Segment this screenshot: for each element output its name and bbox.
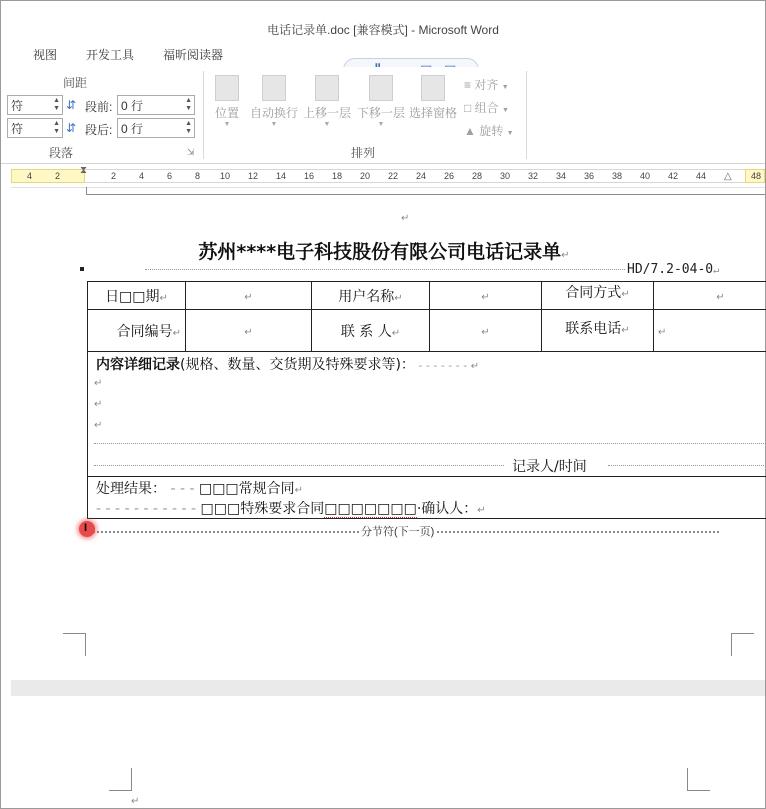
ruler-tick: 8 — [195, 171, 201, 181]
contact-phone-value-cell[interactable] — [654, 310, 766, 352]
paragraph-mark: ↵ — [713, 265, 720, 276]
spin-arrows-icon[interactable]: ▲ ▼ — [185, 120, 192, 135]
ruler-tick: 20 — [360, 171, 371, 181]
ruler-tick: 42 — [668, 171, 679, 181]
customer-name-value-cell[interactable] — [430, 282, 542, 310]
wrap-text-button[interactable] — [249, 75, 299, 128]
ribbon — [1, 67, 765, 164]
dropdown-icon: ▼ — [506, 130, 514, 137]
date-value-cell[interactable] — [186, 282, 312, 310]
indent-left-field[interactable] — [7, 95, 63, 115]
cell-mark: ↵ — [159, 292, 168, 304]
spacing-after-value: 0 行 — [121, 122, 144, 136]
document-number[interactable] — [627, 262, 719, 277]
position-button[interactable] — [207, 75, 247, 128]
crop-mark — [109, 768, 132, 791]
rotate-label: 旋转 — [479, 124, 504, 138]
customer-name-label-cell[interactable] — [312, 282, 430, 310]
spin-arrows-icon[interactable]: ▲ ▼ — [185, 97, 192, 112]
tab-leader: - - - - - - - — [414, 359, 471, 372]
horizontal-ruler[interactable] — [11, 165, 765, 188]
paragraph-mark: ↵ — [401, 213, 410, 224]
cell-mark: ↵ — [621, 289, 630, 300]
contract-number-label: 合同编号 — [116, 323, 173, 340]
cell-mark: ↵ — [481, 326, 490, 338]
paragraph-group-label: 段落 — [49, 146, 74, 160]
recorder-label: 记录人/时间 — [512, 459, 587, 475]
ruler-tick: 10 — [220, 171, 231, 181]
cursor-highlight-icon — [79, 521, 95, 537]
crop-mark — [63, 633, 86, 656]
align-icon: ≡ — [464, 78, 472, 92]
cell-mark: ↵ — [244, 291, 253, 303]
contract-number-label-cell[interactable] — [88, 310, 186, 352]
document-number-text: HD/7.2-04-0 — [627, 262, 714, 277]
selection-pane-button[interactable] — [407, 75, 459, 121]
group-separator — [526, 71, 527, 159]
paragraph-mark: ↵ — [94, 378, 103, 389]
text-cursor-icon: I — [84, 522, 88, 534]
ruler-tick: 48 — [751, 171, 762, 181]
bring-forward-label: 上移一层 — [302, 106, 351, 120]
page-2 — [11, 696, 765, 808]
spacing-before-value: 0 行 — [121, 99, 144, 113]
paragraph-mark: ↵ — [477, 505, 486, 516]
ruler-tick: 36 — [584, 171, 595, 181]
paragraph-mark: ↵ — [561, 250, 570, 261]
dropdown-icon: ▼ — [270, 121, 278, 128]
ribbon-tabs — [1, 41, 765, 67]
wrap-text-icon — [262, 75, 286, 101]
content-heading-rest: (规格、数量、交货期及特殊要求等)： — [180, 357, 415, 373]
cell-mark: ↵ — [716, 291, 725, 303]
arrange-group-label: 排列 — [351, 146, 376, 160]
header-boundary — [86, 194, 765, 195]
ruler-tick: 38 — [612, 171, 623, 181]
table-row — [88, 282, 766, 310]
document-title-text: 苏州****电子科技股份有限公司电话记录单 — [198, 241, 562, 263]
ruler-tick: 14 — [276, 171, 287, 181]
ruler-tick: 16 — [304, 171, 315, 181]
rotate-button[interactable] — [464, 122, 514, 139]
tab-leader — [94, 465, 504, 466]
spacing-after-icon: ⇵ — [66, 121, 77, 135]
tab-leader — [608, 465, 764, 466]
section-break-label: 分节符(下一页) — [359, 523, 436, 539]
contact-person-value-cell[interactable] — [430, 310, 542, 352]
spacing-before-icon: ⇵ — [66, 98, 77, 112]
contact-phone-label-cell[interactable] — [542, 310, 654, 352]
send-backward-label: 下移一层 — [356, 106, 405, 120]
tab-developer[interactable]: 开发工具 — [86, 48, 135, 62]
dropdown-icon: ▼ — [501, 107, 509, 114]
tab-foxit[interactable]: 福昕阅读器 — [163, 48, 224, 62]
option-special-contract[interactable]: □□□特殊要求合同 — [200, 501, 325, 517]
position-icon — [215, 75, 239, 101]
customer-name-label: 用户名称 — [338, 288, 395, 305]
cell-mark: ↵ — [394, 292, 403, 304]
spin-arrows-icon[interactable]: ▲ ▼ — [53, 120, 60, 135]
position-label: 位置 — [214, 106, 239, 120]
tab-view[interactable]: 视图 — [33, 48, 58, 62]
title-bar — [1, 1, 765, 41]
ruler-tick: 2 — [111, 171, 117, 181]
group-button[interactable] — [464, 99, 509, 116]
dropdown-icon: ▼ — [501, 84, 509, 91]
ruler-tick: 4 — [27, 171, 33, 181]
space-dot: · — [416, 501, 422, 517]
spacing-before-field[interactable] — [117, 95, 195, 115]
paragraph-mark: ↵ — [470, 361, 480, 372]
cell-mark: ↵ — [391, 327, 401, 339]
cell-mark: ↵ — [481, 291, 490, 303]
spacing-group-title: 间距 — [63, 76, 88, 90]
ruler-tick: 44 — [696, 171, 707, 181]
selection-pane-label: 选择窗格 — [408, 106, 457, 120]
dropdown-icon: ▼ — [377, 121, 385, 128]
indent-right-field[interactable] — [7, 118, 63, 138]
contract-method-label: 合同方式 — [565, 285, 622, 301]
date-label: 日□□期 — [105, 288, 160, 305]
table-border — [88, 476, 766, 477]
tab-leader: - - - - - - - - - - - — [96, 501, 201, 517]
content-heading — [96, 354, 479, 374]
rotate-icon: ▲ — [464, 124, 476, 138]
table-row — [88, 310, 766, 352]
ruler-tick: 34 — [556, 171, 567, 181]
result-line — [96, 478, 303, 498]
align-label: 对齐 — [474, 78, 499, 92]
paragraph-mark: ↵ — [94, 399, 103, 410]
ruler-tick: 26 — [444, 171, 455, 181]
window-title: 电话记录单.doc [兼容模式] - Microsoft Word — [267, 23, 499, 37]
paragraph-mark: ↵ — [94, 420, 103, 431]
crop-mark — [731, 633, 754, 656]
ruler-tick: 30 — [500, 171, 511, 181]
ruler-tick: 18 — [332, 171, 343, 181]
ruler-tick: 12 — [248, 171, 259, 181]
cell-mark: ↵ — [658, 326, 667, 338]
first-line-indent-icon[interactable]: ⧗ — [80, 165, 88, 176]
indent-right-value: 符 — [11, 122, 24, 136]
align-button[interactable] — [464, 76, 509, 93]
cell-mark: ↵ — [621, 325, 630, 336]
tab-leader: - - - — [166, 481, 199, 497]
content-section[interactable] — [87, 351, 766, 519]
record-table — [87, 281, 766, 352]
contact-person-label: 联 系 人 — [340, 323, 392, 340]
group-label: 组合 — [474, 101, 499, 115]
ruler-tick: 32 — [528, 171, 539, 181]
ruler-tick: 24 — [416, 171, 427, 181]
send-backward-button[interactable] — [355, 75, 407, 128]
wrap-text-label: 自动换行 — [249, 106, 298, 120]
ruler-tick: 4 — [139, 171, 145, 181]
dropdown-icon: ▼ — [223, 121, 231, 128]
bring-forward-icon — [315, 75, 339, 101]
confirm-label: 确认人： — [421, 501, 478, 517]
spin-arrows-icon[interactable]: ▲ ▼ — [53, 97, 60, 112]
contract-number-value-cell[interactable] — [186, 310, 312, 352]
spacing-before-label: 段前: — [85, 100, 113, 114]
spacing-after-label: 段后: — [85, 123, 113, 137]
group-separator — [203, 71, 204, 159]
paragraph-anchor — [80, 267, 84, 271]
indent-left-value: 符 — [11, 99, 24, 113]
content-heading-bold: 内容详细记录 — [96, 357, 180, 373]
bring-forward-button[interactable] — [301, 75, 353, 128]
ruler-tick: 22 — [388, 171, 399, 181]
special-contract-blanks: □□□□□□□ — [324, 501, 417, 517]
document-title[interactable] — [1, 237, 766, 264]
selection-pane-icon — [421, 75, 445, 101]
paragraph-mark: ↵ — [131, 796, 140, 807]
contact-person-label-cell[interactable] — [312, 310, 430, 352]
contact-phone-label: 联系电话 — [565, 321, 622, 337]
send-backward-icon — [369, 75, 393, 101]
spacing-after-field[interactable] — [117, 118, 195, 138]
crop-mark — [687, 768, 710, 791]
tab-leader — [145, 269, 625, 270]
contract-method-label-cell[interactable] — [542, 282, 654, 310]
special-line — [96, 498, 486, 518]
dialog-launcher-icon[interactable]: ⇲ — [187, 147, 195, 157]
ruler-left-margin — [11, 169, 85, 183]
ruler-tick: 40 — [640, 171, 651, 181]
paragraph-mark: ↵ — [294, 485, 304, 496]
date-label-cell[interactable] — [88, 282, 186, 310]
ruler-tick: 6 — [167, 171, 173, 181]
cell-mark: ↵ — [244, 326, 253, 338]
ruler-tick: 28 — [472, 171, 483, 181]
dropdown-icon: ▼ — [323, 121, 331, 128]
ruler-tick: 2 — [55, 171, 61, 181]
result-label: 处理结果： — [96, 481, 166, 497]
cell-mark: ↵ — [172, 327, 181, 339]
tab-leader — [94, 443, 764, 444]
contract-method-value-cell[interactable] — [654, 282, 766, 310]
option-regular-contract[interactable]: □□□常规合同 — [198, 481, 295, 497]
group-icon: □ — [464, 101, 472, 115]
right-indent-icon[interactable]: △ — [724, 171, 732, 182]
